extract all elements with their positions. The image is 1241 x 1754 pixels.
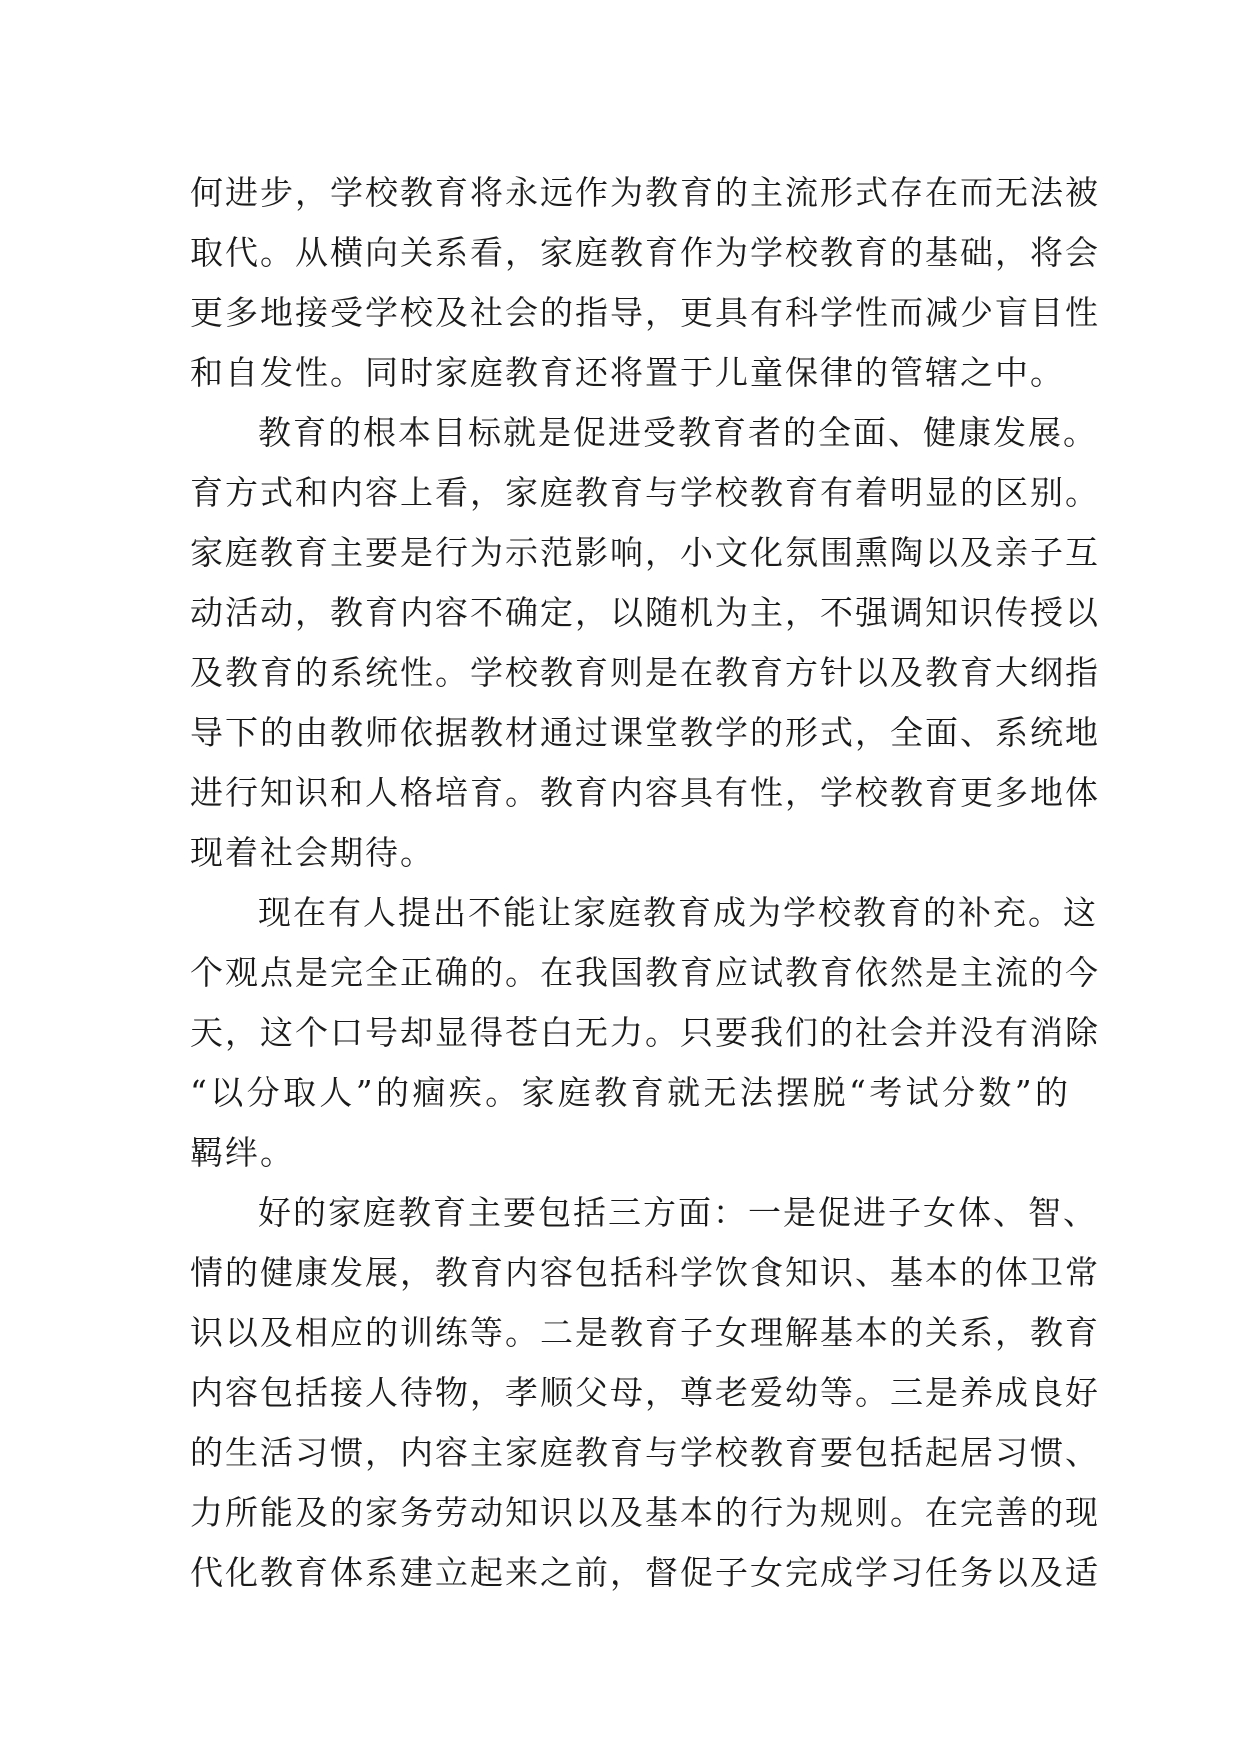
text-line: 羁绊。 (190, 1133, 295, 1172)
text-line: 家庭教育主要是行为示范影响，小文化氛围熏陶以及亲子互 (190, 533, 1100, 572)
text-line: 育方式和内容上看，家庭教育与学校教育有着明显的区别。 (190, 473, 1100, 512)
text-line: 导下的由教师依据教材通过课堂教学的形式，全面、系统地 (190, 713, 1100, 752)
text-line: 个观点是完全正确的。在我国教育应试教育依然是主流的今 (190, 953, 1100, 992)
text-line: 好的家庭教育主要包括三方面：一是促进子女体、智、 (258, 1193, 1098, 1232)
paragraph (190, 1183, 1100, 1603)
text-line: 的生活习惯，内容主家庭教育与学校教育要包括起居习惯、 (190, 1433, 1100, 1472)
document-body (190, 163, 1100, 1603)
text-line: 现着社会期待。 (190, 833, 435, 872)
text-line: 何进步，学校教育将永远作为教育的主流形式存在而无法被 (190, 173, 1100, 212)
text-line: 更多地接受学校及社会的指导，更具有科学性而减少盲目性 (190, 293, 1100, 332)
text-line: 识以及相应的训练等。二是教育子女理解基本的关系，教育 (190, 1313, 1100, 1352)
text-line: “以分取人”的痼疾。家庭教育就无法摆脱“考试分数”的 (190, 1073, 1070, 1112)
paragraph (190, 163, 1100, 403)
text-line: 动活动，教育内容不确定，以随机为主，不强调知识传授以 (190, 593, 1100, 632)
text-line: 力所能及的家务劳动知识以及基本的行为规则。在完善的现 (190, 1493, 1100, 1532)
text-line: 及教育的系统性。学校教育则是在教育方针以及教育大纲指 (190, 653, 1100, 692)
text-line: 教育的根本目标就是促进受教育者的全面、健康发展。 (258, 413, 1098, 452)
text-line: 现在有人提出不能让家庭教育成为学校教育的补充。这 (258, 893, 1098, 932)
text-line: 代化教育体系建立起来之前，督促子女完成学习任务以及适 (190, 1553, 1100, 1592)
paragraph (190, 883, 1100, 1183)
text-line: 情的健康发展，教育内容包括科学饮食知识、基本的体卫常 (190, 1253, 1100, 1292)
text-line: 取代。从横向关系看，家庭教育作为学校教育的基础，将会 (190, 233, 1100, 272)
text-line: 天，这个口号却显得苍白无力。只要我们的社会并没有消除 (190, 1013, 1100, 1052)
text-line: 进行知识和人格培育。教育内容具有性，学校教育更多地体 (190, 773, 1100, 812)
paragraph (190, 403, 1100, 883)
text-line: 内容包括接人待物，孝顺父母，尊老爱幼等。三是养成良好 (190, 1373, 1100, 1412)
text-line: 和自发性。同时家庭教育还将置于儿童保律的管辖之中。 (190, 353, 1065, 392)
